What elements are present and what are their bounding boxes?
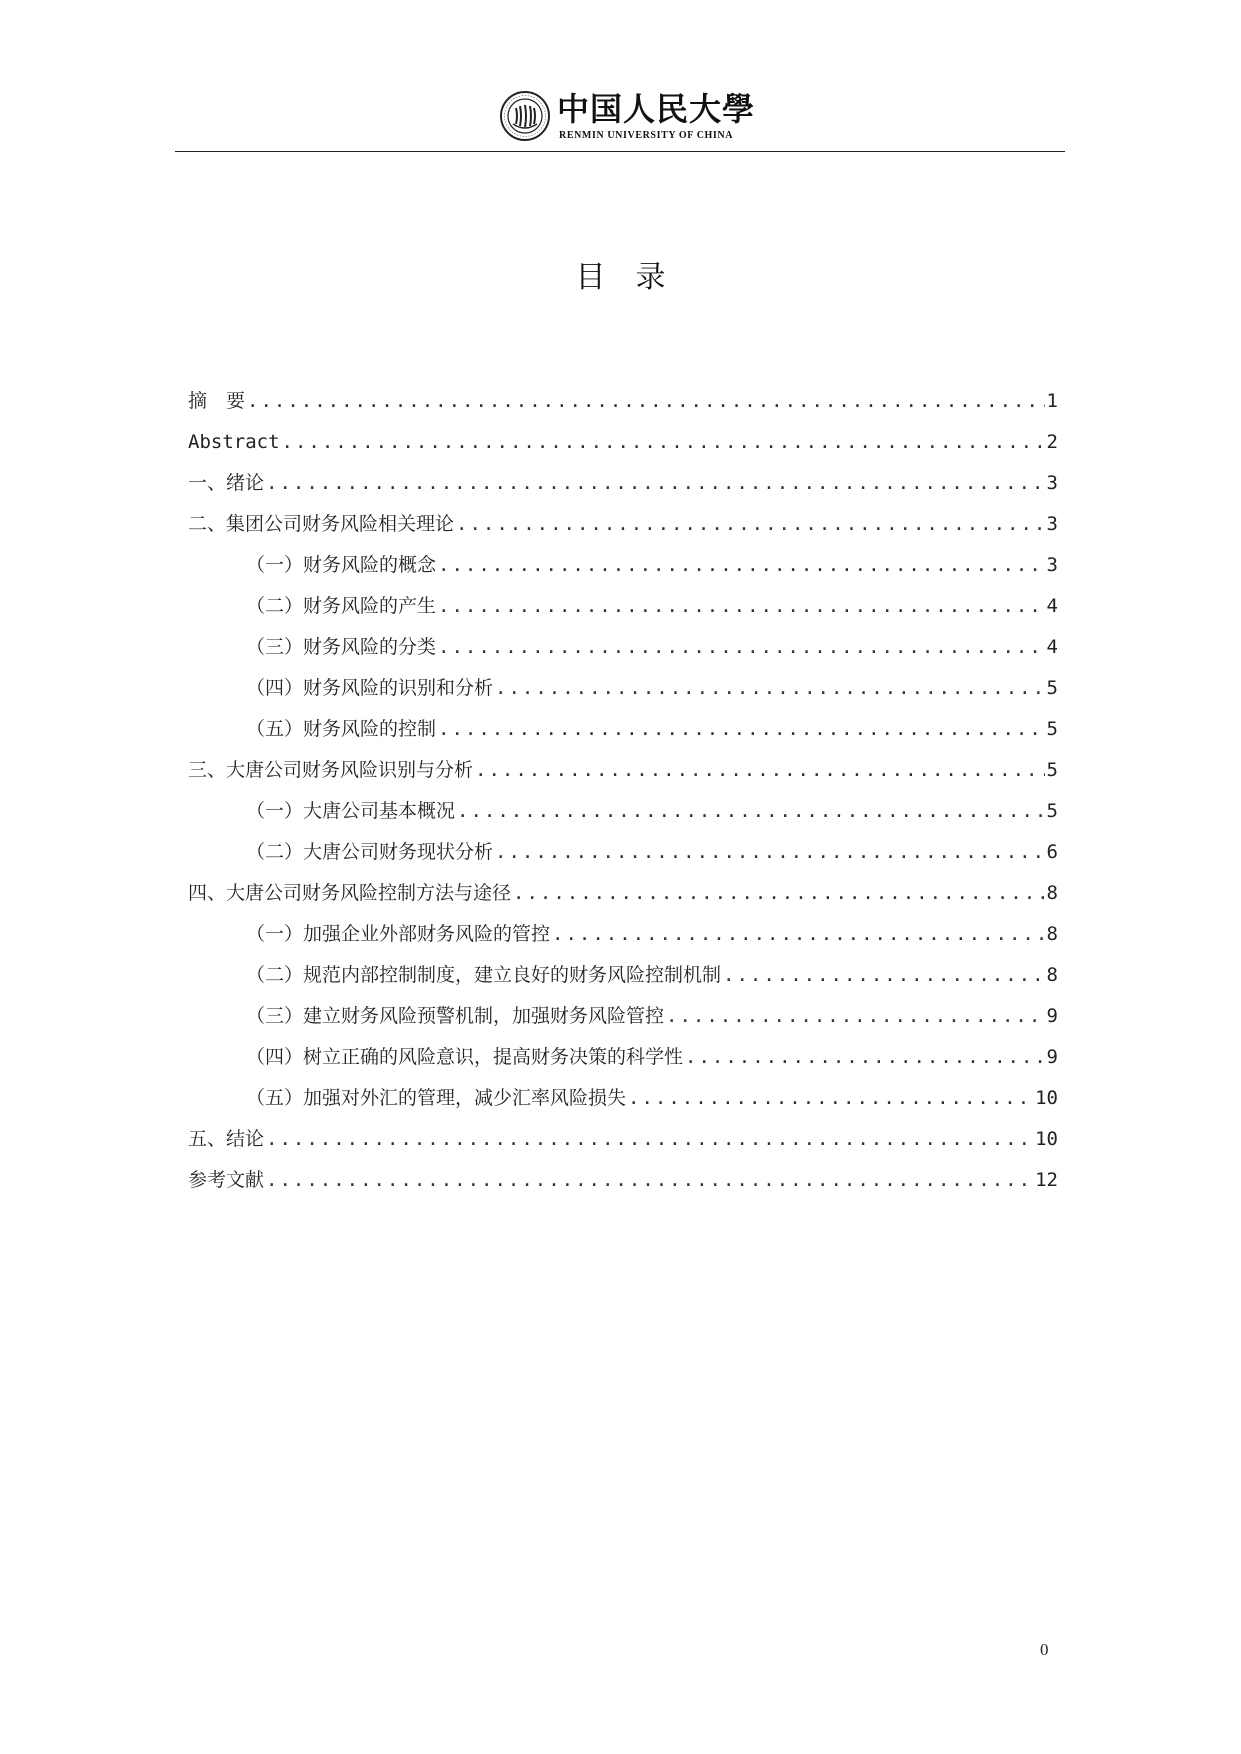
page-number: 0: [1040, 1640, 1049, 1659]
toc-entry[interactable]: [188, 872, 1058, 913]
toc-entry-page: 8: [1046, 881, 1058, 904]
toc-leader-dots: [266, 472, 1045, 494]
toc-leader-dots: [495, 841, 1045, 863]
toc-entry[interactable]: [188, 913, 1058, 954]
toc-entry-label: （一）大唐公司基本概况: [246, 799, 456, 822]
toc-entry-page: 6: [1046, 840, 1058, 863]
toc-entry[interactable]: [188, 667, 1058, 708]
toc-leader-dots: [247, 390, 1045, 412]
university-seal-icon: [499, 90, 551, 142]
toc-entry-page: 10: [1035, 1127, 1058, 1150]
toc-entry-page: 5: [1046, 799, 1058, 822]
toc-entry-page: 8: [1046, 963, 1058, 986]
toc-entry-label: （一）加强企业外部财务风险的管控: [246, 922, 551, 945]
toc-entry[interactable]: [188, 1118, 1058, 1159]
toc-leader-dots: [628, 1087, 1033, 1109]
header-divider: [175, 151, 1065, 152]
toc-leader-dots: [438, 554, 1045, 576]
toc-entry-label: （四）财务风险的识别和分析: [246, 676, 494, 699]
toc-leader-dots: [438, 718, 1045, 740]
toc-entry-label: （五）财务风险的控制: [246, 717, 437, 740]
toc-leader-dots: [552, 923, 1045, 945]
toc-entry[interactable]: [188, 1077, 1058, 1118]
toc-entry[interactable]: [188, 954, 1058, 995]
toc-entry[interactable]: [188, 585, 1058, 626]
toc-entry-label: （三）建立财务风险预警机制，加强财务风险管控: [246, 1004, 665, 1027]
toc-entry-page: 2: [1046, 430, 1058, 453]
toc-entry-label: 二、集团公司财务风险相关理论: [188, 512, 455, 535]
toc-entry-label: 参考文献: [188, 1168, 265, 1191]
toc-entry-label: 五、结论: [188, 1127, 265, 1150]
toc-entry-label: 三、大唐公司财务风险识别与分析: [188, 758, 474, 781]
toc-entry[interactable]: [188, 790, 1058, 831]
toc-entry-page: 4: [1046, 635, 1058, 658]
toc-entry-page: 5: [1046, 676, 1058, 699]
toc-entry[interactable]: [188, 995, 1058, 1036]
toc-entry[interactable]: [188, 708, 1058, 749]
toc-entry-page: 5: [1046, 758, 1058, 781]
toc-entry[interactable]: [188, 421, 1058, 462]
toc-leader-dots: [438, 595, 1045, 617]
toc-entry-page: 3: [1046, 512, 1058, 535]
toc-entry-label: 四、大唐公司财务风险控制方法与途径: [188, 881, 512, 904]
toc-entry[interactable]: [188, 544, 1058, 585]
toc-entry-page: 1: [1046, 389, 1058, 412]
toc-entry-page: 5: [1046, 717, 1058, 740]
university-name-cn: 中国人民大學: [557, 90, 756, 128]
toc-leader-dots: [282, 431, 1045, 453]
toc-leader-dots: [475, 759, 1045, 781]
university-logo: [499, 90, 756, 146]
toc-entry[interactable]: [188, 749, 1058, 790]
toc-entry-label: （二）财务风险的产生: [246, 594, 437, 617]
toc-entry[interactable]: [188, 1036, 1058, 1077]
toc-entry[interactable]: [188, 831, 1058, 872]
toc-entry-label: Abstract: [188, 430, 280, 453]
toc-leader-dots: [438, 636, 1045, 658]
toc-entry-page: 4: [1046, 594, 1058, 617]
toc-leader-dots: [685, 1046, 1045, 1068]
toc-entry-label: （二）大唐公司财务现状分析: [246, 840, 494, 863]
toc-entry-page: 9: [1046, 1045, 1058, 1068]
toc-entry[interactable]: [188, 626, 1058, 667]
toc-entry-label: （二）规范内部控制制度，建立良好的财务风险控制机制: [246, 963, 722, 986]
toc-leader-dots: [513, 882, 1045, 904]
toc-entry[interactable]: [188, 380, 1058, 421]
university-name-en: RENMIN UNIVERSITY OF CHINA: [559, 130, 734, 141]
toc-leader-dots: [666, 1005, 1045, 1027]
toc-leader-dots: [266, 1169, 1033, 1191]
toc-entry-label: 一、绪论: [188, 471, 265, 494]
toc-entry[interactable]: [188, 1159, 1058, 1200]
toc-leader-dots: [495, 677, 1045, 699]
toc-entry[interactable]: [188, 503, 1058, 544]
toc-entry-page: 3: [1046, 471, 1058, 494]
toc-entry-page: 10: [1035, 1086, 1058, 1109]
toc-entry-label: 摘 要: [188, 389, 246, 412]
toc-leader-dots: [266, 1128, 1033, 1150]
toc-entry[interactable]: [188, 462, 1058, 503]
toc-entry-page: 3: [1046, 553, 1058, 576]
toc-entry-page: 9: [1046, 1004, 1058, 1027]
toc-entry-page: 8: [1046, 922, 1058, 945]
toc-entry-label: （四）树立正确的风险意识，提高财务决策的科学性: [246, 1045, 684, 1068]
page-title: 目录: [575, 260, 696, 295]
toc-entry-label: （五）加强对外汇的管理，减少汇率风险损失: [246, 1086, 627, 1109]
toc-leader-dots: [456, 513, 1045, 535]
table-of-contents: [188, 380, 1058, 1200]
toc-leader-dots: [457, 800, 1045, 822]
toc-entry-label: （三）财务风险的分类: [246, 635, 437, 658]
document-header: [175, 88, 1065, 152]
toc-leader-dots: [723, 964, 1045, 986]
toc-entry-page: 12: [1035, 1168, 1058, 1191]
toc-entry-label: （一）财务风险的概念: [246, 553, 437, 576]
